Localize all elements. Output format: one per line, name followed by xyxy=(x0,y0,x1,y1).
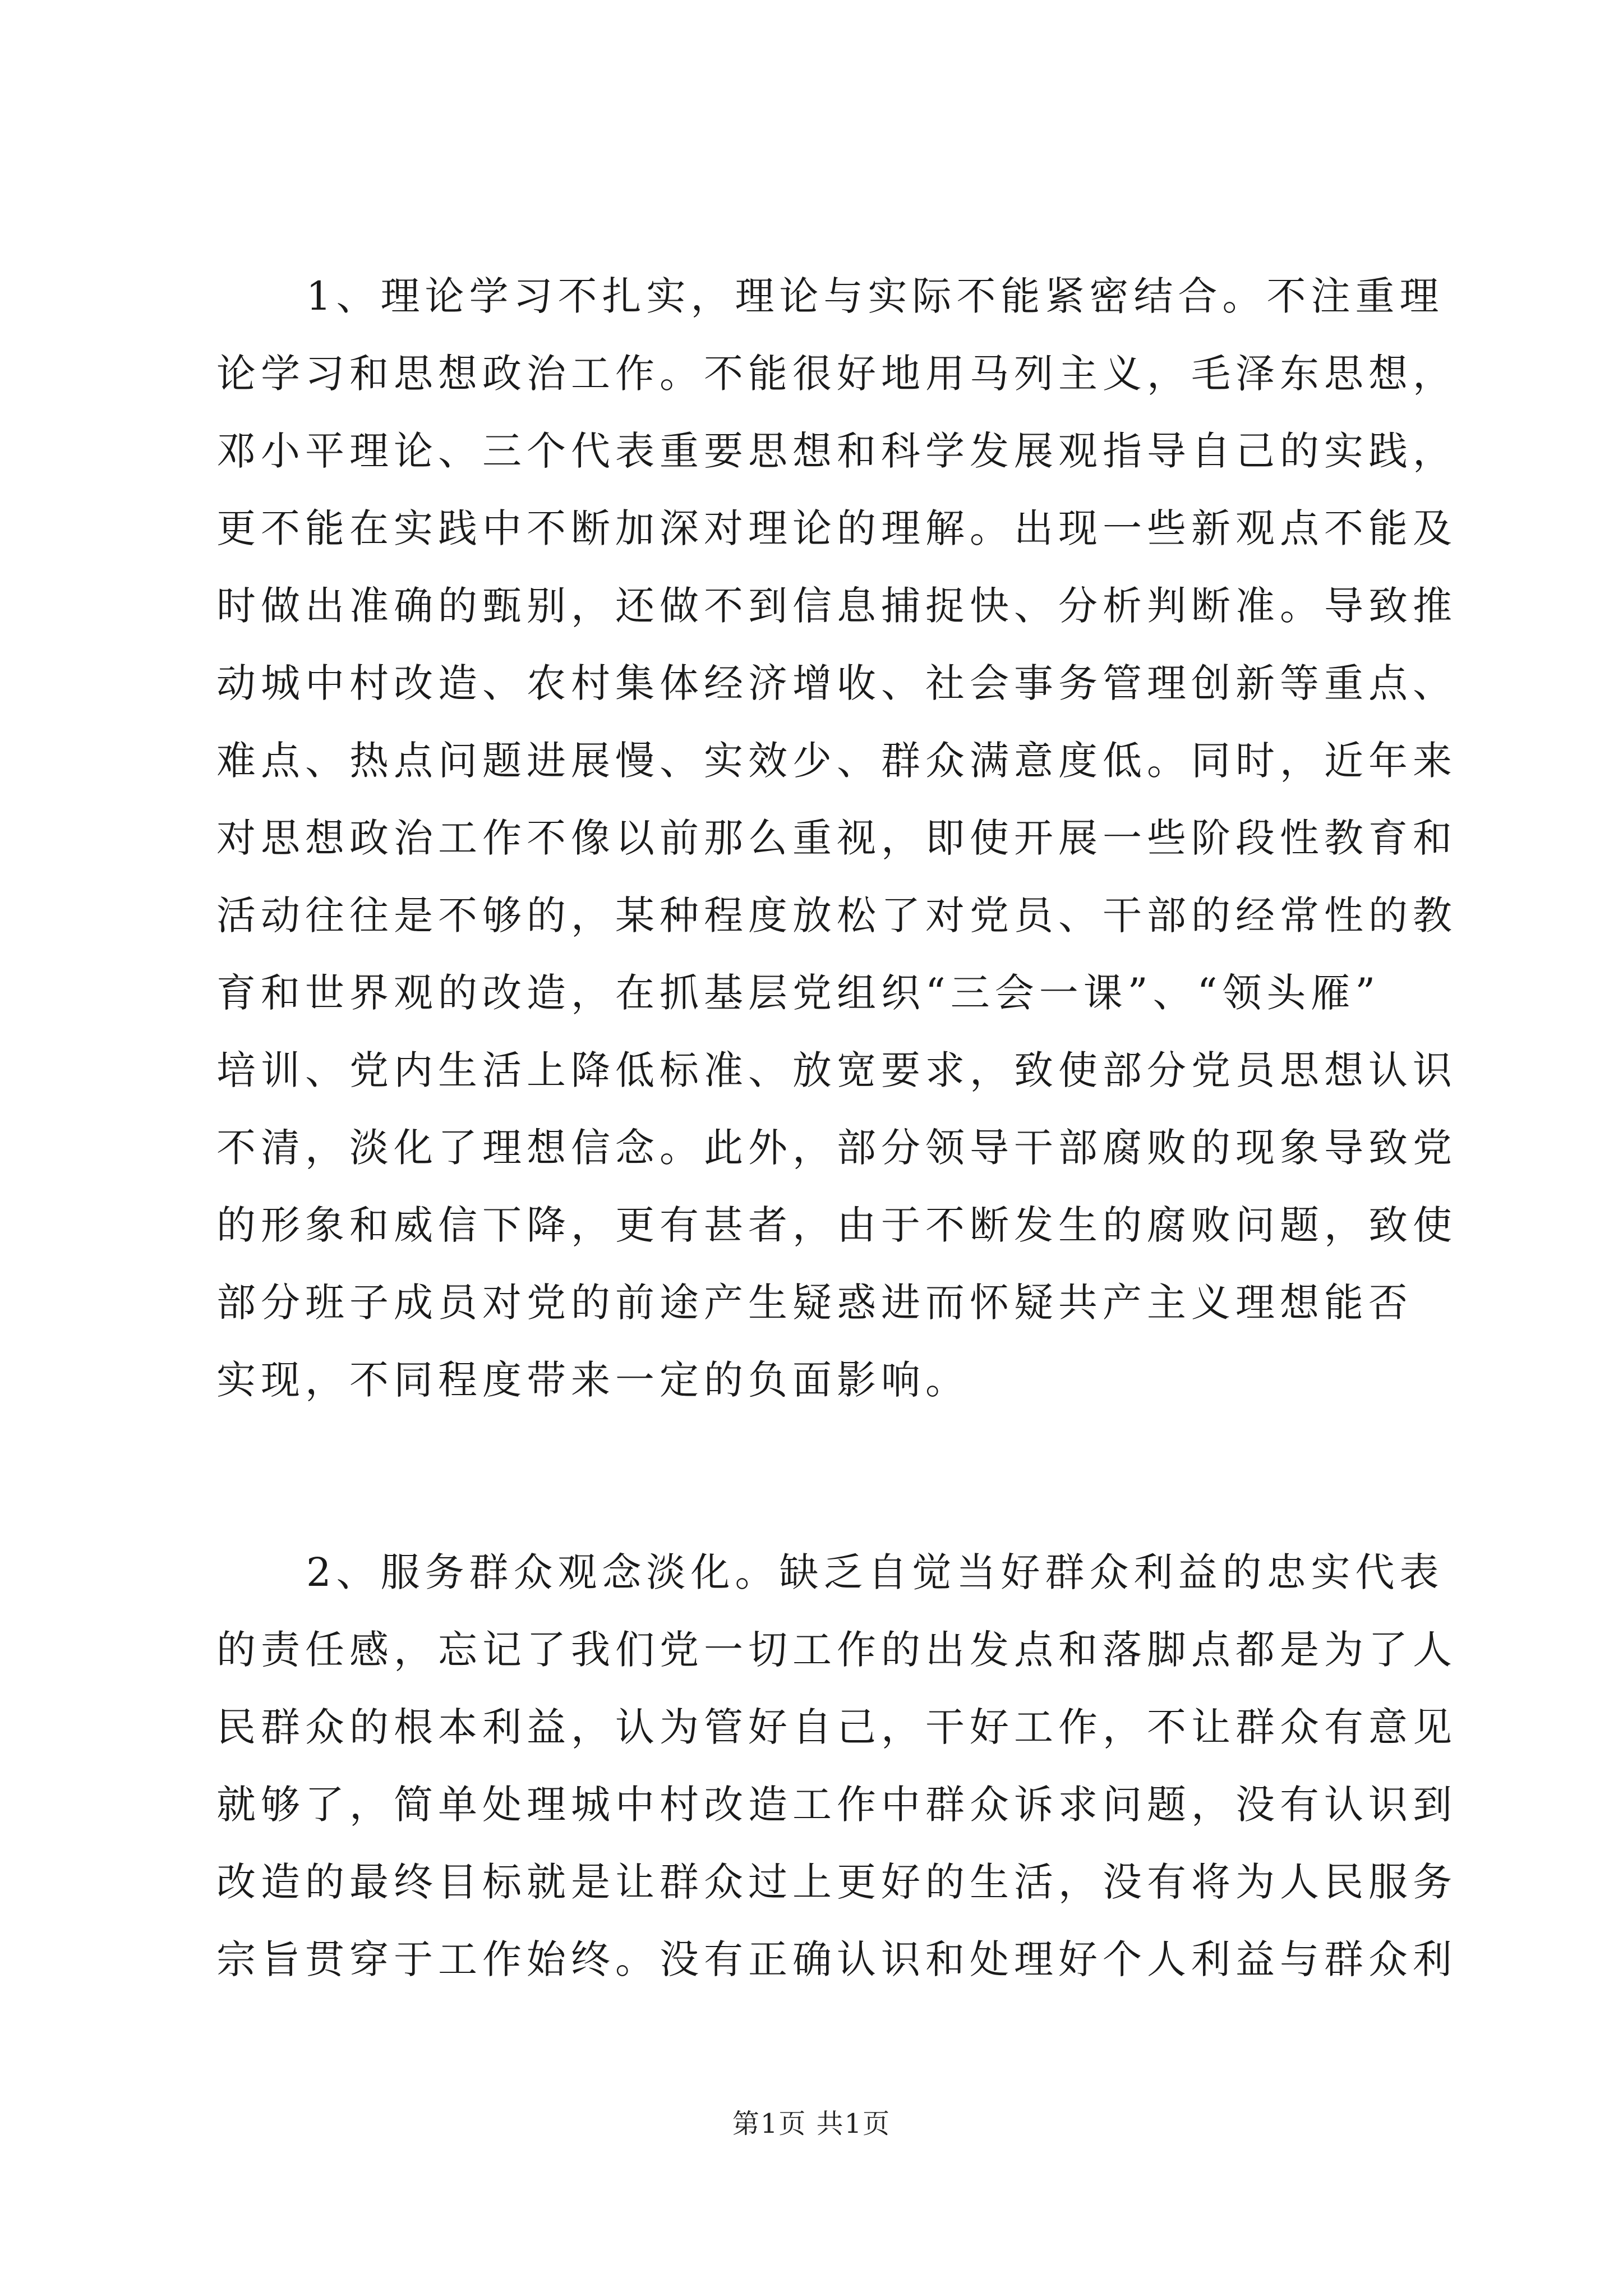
paragraph-line: 时做出准确的甄别，还做不到信息捕捉快、分析判断准。导致推 xyxy=(216,583,1457,629)
paragraph-line: 的责任感，忘记了我们党一切工作的出发点和落脚点都是为了人 xyxy=(216,1627,1457,1673)
page-footer: 第1页 共1页 xyxy=(732,2108,891,2139)
paragraph-line: 改造的最终目标就是让群众过上更好的生活，没有将为人民服务 xyxy=(216,1859,1457,1905)
paragraph-line: 活动往往是不够的，某种程度放松了对党员、干部的经常性的教 xyxy=(216,892,1457,938)
paragraph-line: 就够了，简单处理城中村改造工作中群众诉求问题，没有认识到 xyxy=(216,1782,1457,1828)
paragraph-line: 难点、热点问题进展慢、实效少、群众满意度低。同时，近年来 xyxy=(216,738,1457,784)
paragraph-line: 民群众的根本利益，认为管好自己，干好工作，不让群众有意见 xyxy=(216,1704,1457,1750)
paragraph-line: 部分班子成员对党的前途产生疑惑进而怀疑共产主义理想能否 xyxy=(216,1280,1413,1326)
paragraph-line: 实现，不同程度带来一定的负面影响。 xyxy=(216,1357,970,1403)
paragraph-line: 1、理论学习不扎实，理论与实际不能紧密结合。不注重理 xyxy=(306,273,1444,319)
paragraph-line: 邓小平理论、三个代表重要思想和科学发展观指导自己的实践， xyxy=(216,428,1457,474)
paragraph-line: 动城中村改造、农村集体经济增收、社会事务管理创新等重点、 xyxy=(216,660,1457,706)
paragraph-line: 不清，淡化了理想信念。此外，部分领导干部腐败的现象导致党 xyxy=(216,1125,1457,1171)
paragraph-line: 更不能在实践中不断加深对理论的理解。出现一些新观点不能及 xyxy=(216,505,1457,551)
paragraph-line: 的形象和威信下降，更有甚者，由于不断发生的腐败问题，致使 xyxy=(216,1202,1457,1248)
paragraph-line: 培训、党内生活上降低标准、放宽要求，致使部分党员思想认识 xyxy=(216,1047,1457,1093)
paragraph-line: 宗旨贯穿于工作始终。没有正确认识和处理好个人利益与群众利 xyxy=(216,1936,1457,1982)
paragraph-line: 对思想政治工作不像以前那么重视，即使开展一些阶段性教育和 xyxy=(216,815,1457,861)
paragraph-line: 2、服务群众观念淡化。缺乏自觉当好群众利益的忠实代表 xyxy=(306,1549,1444,1595)
paragraph-line: 论学习和思想政治工作。不能很好地用马列主义，毛泽东思想， xyxy=(216,351,1457,397)
paragraph-line: 育和世界观的改造，在抓基层党组织“三会一课”、“领头雁” xyxy=(216,970,1381,1016)
